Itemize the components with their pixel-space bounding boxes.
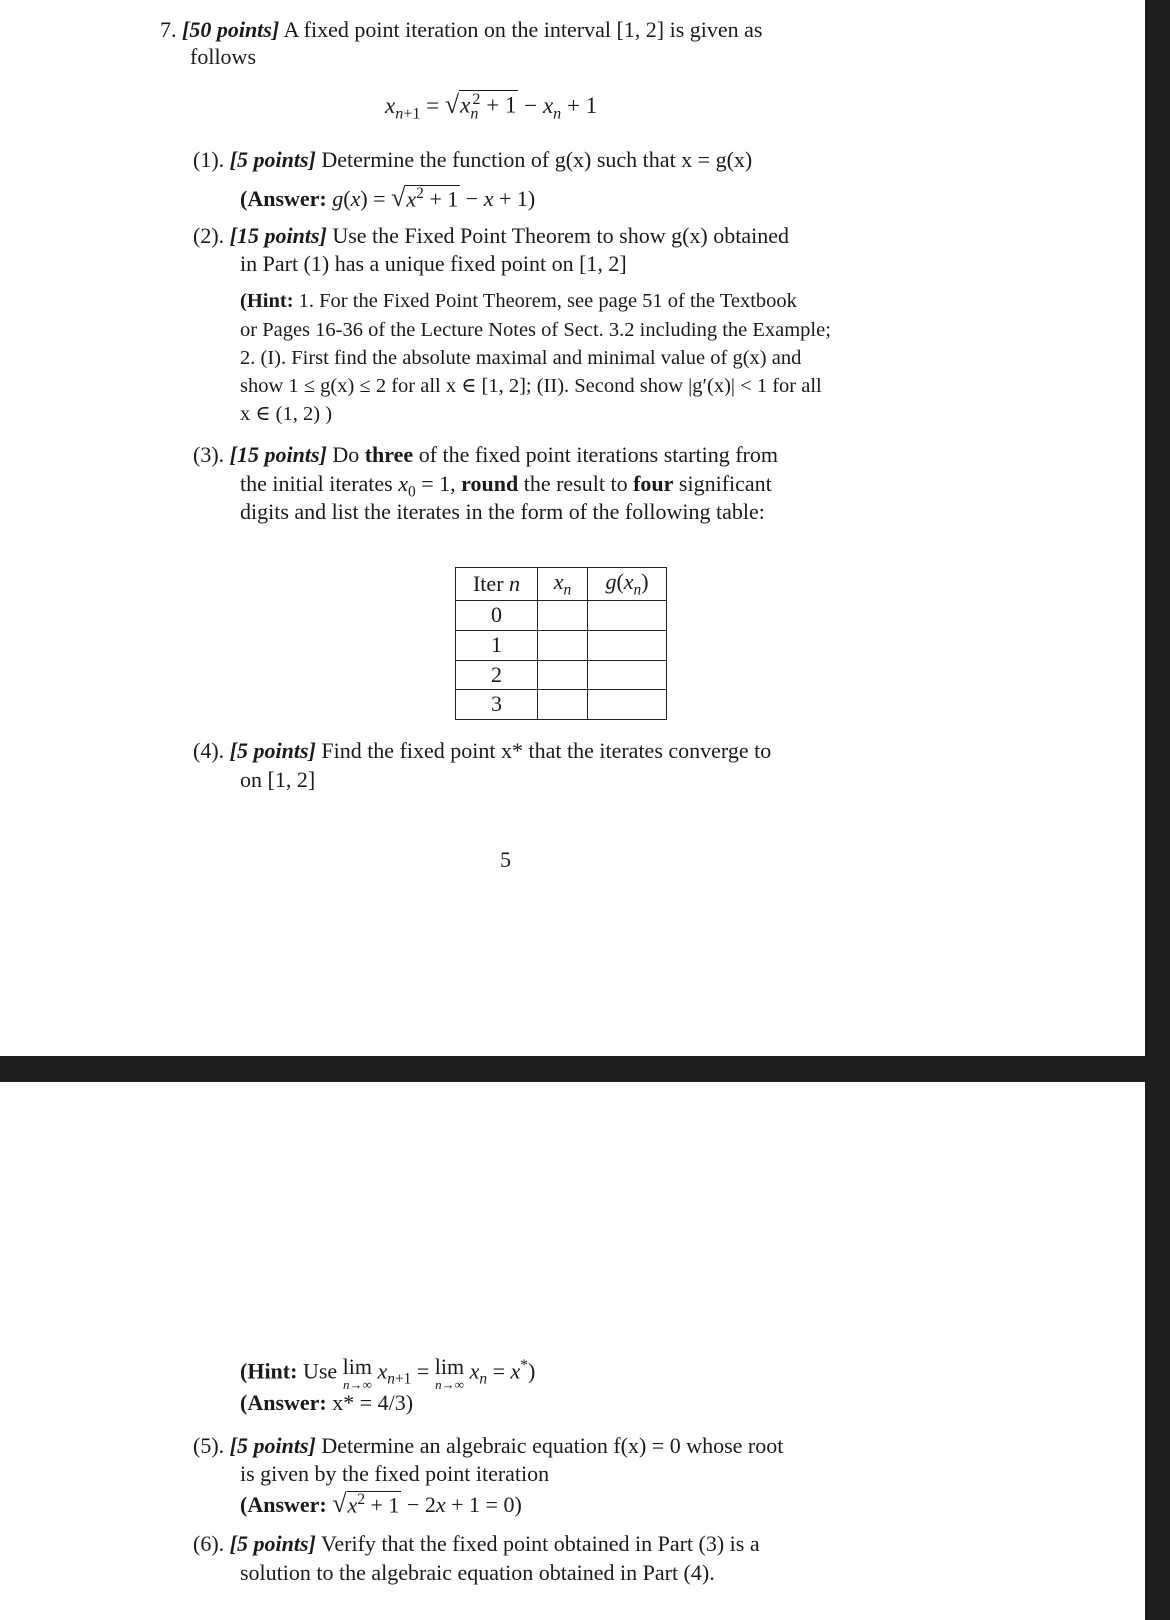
- part4: [193, 737, 771, 766]
- part3-points: [15 points]: [229, 442, 327, 467]
- part6-text: Verify that the fixed point obtained in Part (3) is a: [320, 1531, 760, 1556]
- page-separator: [0, 1056, 1170, 1082]
- part4-text-cont: on [1, 2]: [240, 767, 316, 792]
- table-cell-xn: [538, 631, 588, 661]
- part4-answer: [240, 1389, 413, 1418]
- part2-hint-l3: 2. (I). First find the absolute maximal and minimal value of g(x) and: [240, 347, 802, 369]
- part6-text-cont: solution to the algebraic equation obtained in Part (4).: [240, 1560, 715, 1585]
- table-cell-iter: 0: [456, 601, 538, 631]
- table-row: [456, 690, 667, 720]
- part4-num: (4).: [193, 738, 225, 763]
- table-cell-iter: 3: [456, 690, 538, 720]
- part1-points: [5 points]: [229, 147, 316, 172]
- part3-text-round: round: [461, 471, 519, 496]
- problem-number: 7.: [160, 17, 177, 42]
- part2-hint-l1: [240, 288, 797, 315]
- table-header-row: [456, 568, 667, 601]
- part3-text-significant: significant: [678, 471, 772, 496]
- part3-text-four: four: [633, 471, 674, 496]
- table-row: [456, 660, 667, 690]
- part5-text: Determine an algebraic equation f(x) = 0 whose root: [321, 1433, 784, 1458]
- part5-answer: (Answer: $√x^2 + 1 - 2x + 1 = 0$): [240, 1489, 522, 1518]
- part6-num: (6).: [193, 1531, 225, 1556]
- table-cell-xn: [538, 690, 588, 720]
- part4-text: Find the fixed point x* that the iterates converge to: [321, 738, 772, 763]
- part3-text-a: Do: [332, 442, 360, 467]
- part2-hint-l2: or Pages 16-36 of the Lecture Notes of Sect. 3.2 including the Example;: [240, 319, 831, 341]
- problem-intro-cont: follows: [190, 44, 256, 69]
- part3-line2: the initial iterates $x_0 = 1$, round the result to four significant: [240, 471, 772, 501]
- right-edge-bar: [1145, 0, 1170, 1620]
- iteration-table: [455, 567, 667, 720]
- part4-hint: (Hint: Use lim n→∞ $x_{n+1} = \lim$ n→∞ $x_n = x^*$): [240, 1354, 536, 1392]
- part5-num: (5).: [193, 1433, 225, 1458]
- part2-points: [15 points]: [229, 223, 327, 248]
- part2-text: Use the Fixed Point Theorem to show g(x) obtained: [332, 223, 789, 248]
- table-cell-xn: [538, 660, 588, 690]
- part4-hint-word: Use: [302, 1358, 338, 1384]
- problem-points: [50 points]: [182, 17, 280, 42]
- part4-answer-label: (Answer:: [240, 1390, 327, 1415]
- part2: [193, 222, 789, 251]
- table-header-xn: $x_n$: [538, 568, 588, 601]
- part1-num: (1).: [193, 147, 225, 172]
- table-cell-iter: 2: [456, 660, 538, 690]
- part3-line3: digits and list the iterates in the form of the following table:: [240, 499, 765, 524]
- problem-header: [160, 16, 763, 45]
- part3-num: (3).: [193, 442, 225, 467]
- table-row: [456, 601, 667, 631]
- table-header-gxn: $g(x_n)$: [588, 568, 667, 601]
- table-cell-gxn: [588, 631, 667, 661]
- part3-text-resultto: the result to: [523, 471, 628, 496]
- part2-hint-l5: x ∈ (1, 2) ): [240, 403, 333, 425]
- table-cell-gxn: [588, 601, 667, 631]
- part2-num: (2).: [193, 223, 225, 248]
- part1-answer-label: (Answer:: [240, 186, 327, 211]
- part2-hint-text1: 1. For the Fixed Point Theorem, see page 51 of the Textbook: [298, 290, 797, 312]
- part4-points: [5 points]: [229, 738, 316, 763]
- part6: [193, 1530, 760, 1559]
- table-row: [456, 631, 667, 661]
- part3: [193, 441, 778, 470]
- part2-hint-l4: show 1 ≤ g(x) ≤ 2 for all x ∈ [1, 2]; (II). Second show |g′(x)| < 1 for all: [240, 375, 822, 397]
- part4-answer-value: x* = 4/3): [332, 1390, 414, 1415]
- part1-answer: (Answer: $g(x) = √x^2 + 1 - x + 1$): [240, 183, 536, 212]
- table-cell-gxn: [588, 690, 667, 720]
- part2-hint-label: (Hint:: [240, 290, 294, 312]
- part1-text: Determine the function of g(x) such that x = g(x): [321, 147, 753, 172]
- problem-intro: A fixed point iteration on the interval [1, 2] is given as: [283, 17, 763, 42]
- page-number: 5: [500, 847, 511, 872]
- part4-hint-label: (Hint:: [240, 1358, 298, 1384]
- part1: [193, 146, 752, 175]
- iteration-equation: $x_{n+1} = √x_n^2 + 1 - x_n + 1$: [385, 90, 598, 123]
- part3-text-three: three: [364, 442, 414, 467]
- part6-points: [5 points]: [229, 1531, 316, 1556]
- table-cell-iter: 1: [456, 631, 538, 661]
- part5-answer-label: (Answer:: [240, 1492, 327, 1517]
- part5-text-cont: is given by the fixed point iteration: [240, 1461, 550, 1486]
- table-cell-gxn: [588, 660, 667, 690]
- part3-text-c: of the fixed point iterations starting from: [418, 442, 778, 467]
- table-cell-xn: [538, 601, 588, 631]
- part3-text-initial: the initial iterates: [240, 471, 393, 496]
- part2-text-cont: in Part (1) has a unique fixed point on [1, 2]: [240, 251, 627, 276]
- part5: [193, 1432, 783, 1461]
- table-header-iter: Iter n: [456, 568, 538, 601]
- part5-points: [5 points]: [229, 1433, 316, 1458]
